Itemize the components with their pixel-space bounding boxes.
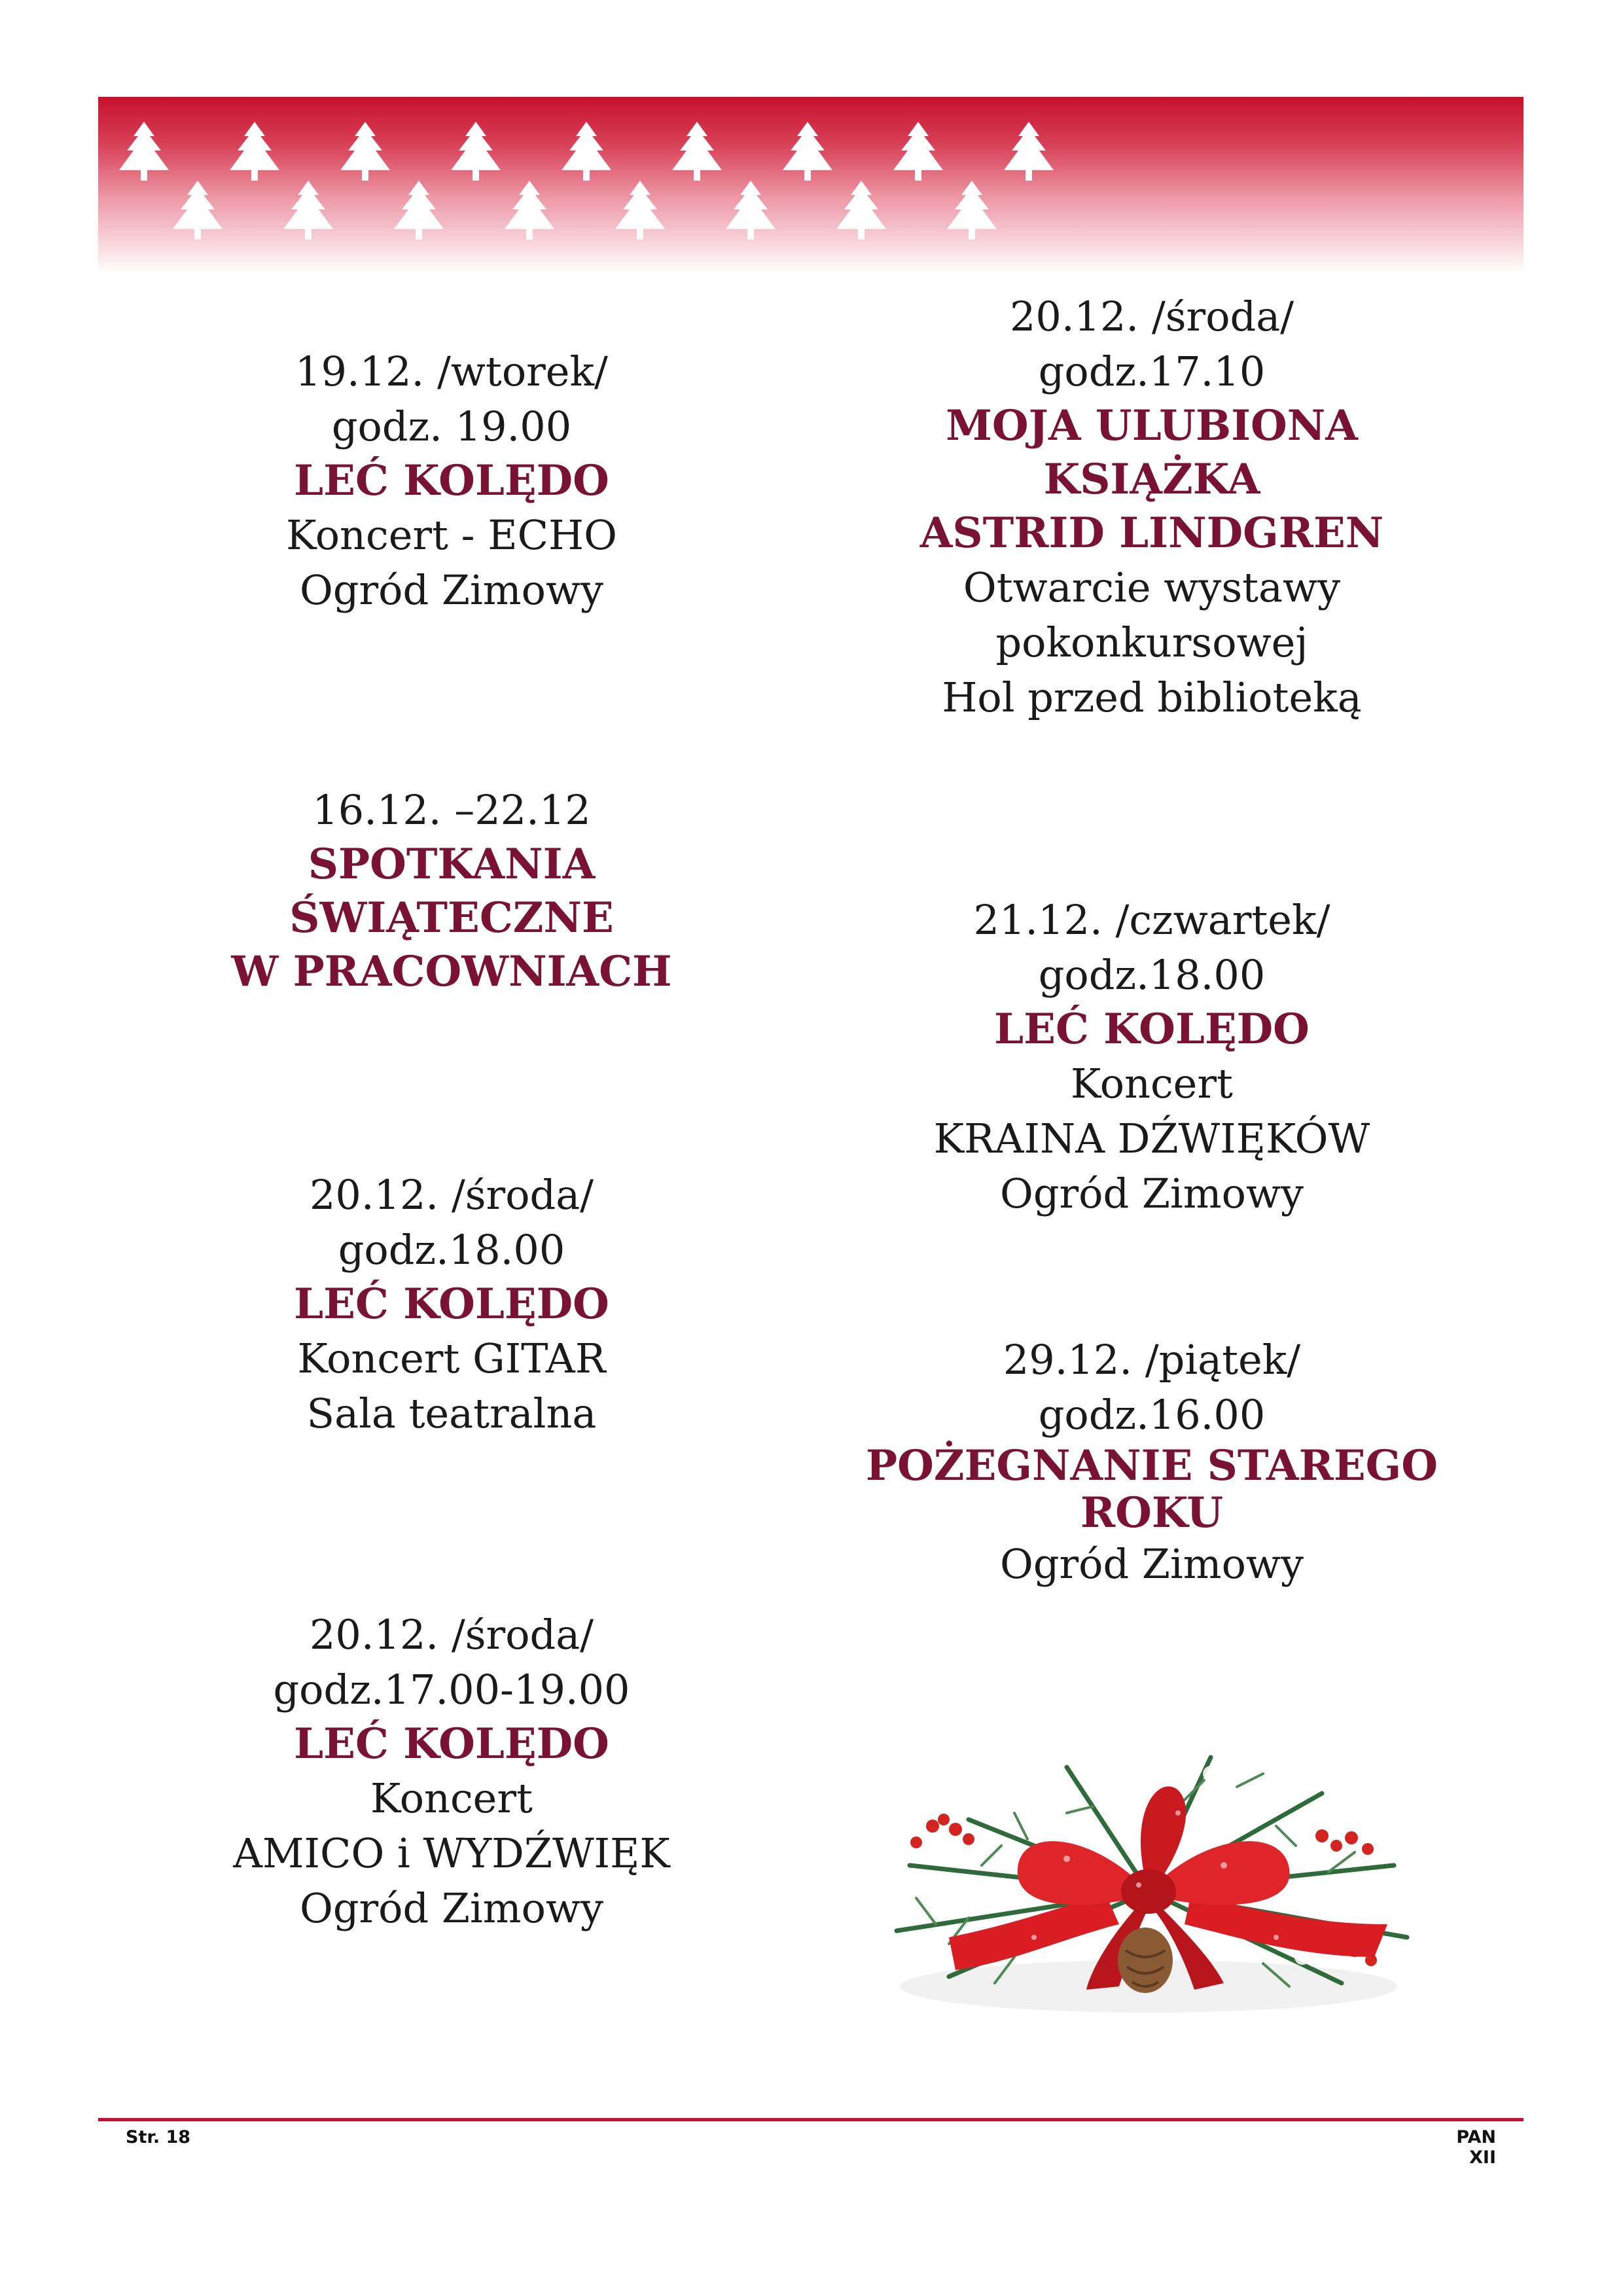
- event-card: [164, 1607, 740, 1936]
- event-detail: Koncert: [370, 1774, 533, 1822]
- event-card: [164, 783, 740, 999]
- event-date: 19.12. /wtorek/: [295, 348, 608, 395]
- christmas-tree-icon: [230, 122, 279, 181]
- christmas-tree-icon: [947, 181, 997, 240]
- event-title: ŚWIĄTECZNE: [289, 893, 614, 942]
- event-time: godz.17.00-19.00: [273, 1666, 630, 1713]
- event-card: [851, 289, 1453, 725]
- christmas-tree-pattern: [98, 97, 1524, 274]
- event-card: [164, 344, 740, 618]
- publication-name: PAN XII: [1456, 2127, 1496, 2168]
- christmas-tree-icon: [783, 122, 832, 181]
- event-detail: Koncert - ECHO: [286, 511, 617, 559]
- event-title: SPOTKANIA: [308, 840, 596, 889]
- christmas-bow-ornament-icon: [870, 1728, 1427, 2029]
- footer-divider: [98, 2118, 1524, 2121]
- event-location: Sala teatralna: [306, 1390, 597, 1437]
- event-time: godz.18.00: [338, 1226, 565, 1274]
- event-detail: Koncert: [1071, 1060, 1233, 1107]
- event-card: [164, 1168, 740, 1441]
- event-location: Hol przed biblioteką: [942, 673, 1362, 721]
- event-title: LEĆ KOLĘDO: [994, 1005, 1310, 1054]
- event-date: 20.12. /środa/: [309, 1611, 594, 1659]
- event-location: Ogród Zimowy: [999, 1540, 1304, 1588]
- event-time: godz.16.00: [1038, 1391, 1266, 1439]
- event-title: ROKU: [1080, 1488, 1224, 1537]
- christmas-tree-icon: [893, 122, 943, 181]
- event-title: MOJA ULUBIONA: [946, 401, 1358, 450]
- event-date: 16.12. –22.12: [312, 786, 591, 834]
- event-time: godz.17.10: [1038, 348, 1266, 395]
- christmas-tree-icon: [394, 181, 444, 240]
- event-title: LEĆ KOLĘDO: [294, 456, 609, 505]
- event-location: Ogród Zimowy: [299, 566, 603, 614]
- christmas-tree-icon: [672, 122, 722, 181]
- event-title: POŻEGNANIE STAREGO: [865, 1441, 1438, 1490]
- page-number: Str. 18: [126, 2127, 191, 2147]
- christmas-tree-icon: [726, 181, 776, 240]
- event-time: godz. 19.00: [331, 403, 572, 450]
- event-detail: pokonkursowej: [995, 619, 1308, 666]
- event-location: Ogród Zimowy: [299, 1884, 603, 1932]
- christmas-tree-icon: [562, 122, 611, 181]
- event-detail: Otwarcie wystawy: [963, 564, 1341, 611]
- christmas-tree-icon: [505, 181, 554, 240]
- event-title: LEĆ KOLĘDO: [294, 1280, 609, 1329]
- event-card: [851, 1333, 1453, 1592]
- christmas-tree-icon: [173, 181, 223, 240]
- header-banner: [98, 97, 1524, 274]
- event-title: KSIĄŻKA: [1043, 455, 1260, 504]
- event-date: 29.12. /piątek/: [1003, 1336, 1301, 1384]
- event-title: ASTRID LINDGREN: [919, 509, 1384, 558]
- christmas-tree-icon: [451, 122, 501, 181]
- event-date: 20.12. /środa/: [1009, 293, 1294, 340]
- christmas-tree-icon: [283, 181, 333, 240]
- christmas-tree-icon: [119, 122, 169, 181]
- event-detail: AMICO i WYDŹWIĘK: [233, 1829, 670, 1877]
- event-title: LEĆ KOLĘDO: [294, 1719, 609, 1768]
- event-card: [851, 893, 1453, 1221]
- event-location: Ogród Zimowy: [999, 1170, 1304, 1217]
- christmas-tree-icon: [836, 181, 886, 240]
- christmas-tree-icon: [1004, 122, 1054, 181]
- event-time: godz.18.00: [1038, 951, 1266, 999]
- event-detail: Koncert GITAR: [297, 1335, 606, 1382]
- event-title: W PRACOWNIACH: [231, 947, 672, 996]
- event-date: 20.12. /środa/: [309, 1171, 594, 1219]
- christmas-tree-icon: [615, 181, 665, 240]
- event-detail: KRAINA DŹWIĘKÓW: [933, 1115, 1370, 1162]
- event-date: 21.12. /czwartek/: [973, 896, 1330, 944]
- christmas-tree-icon: [340, 122, 390, 181]
